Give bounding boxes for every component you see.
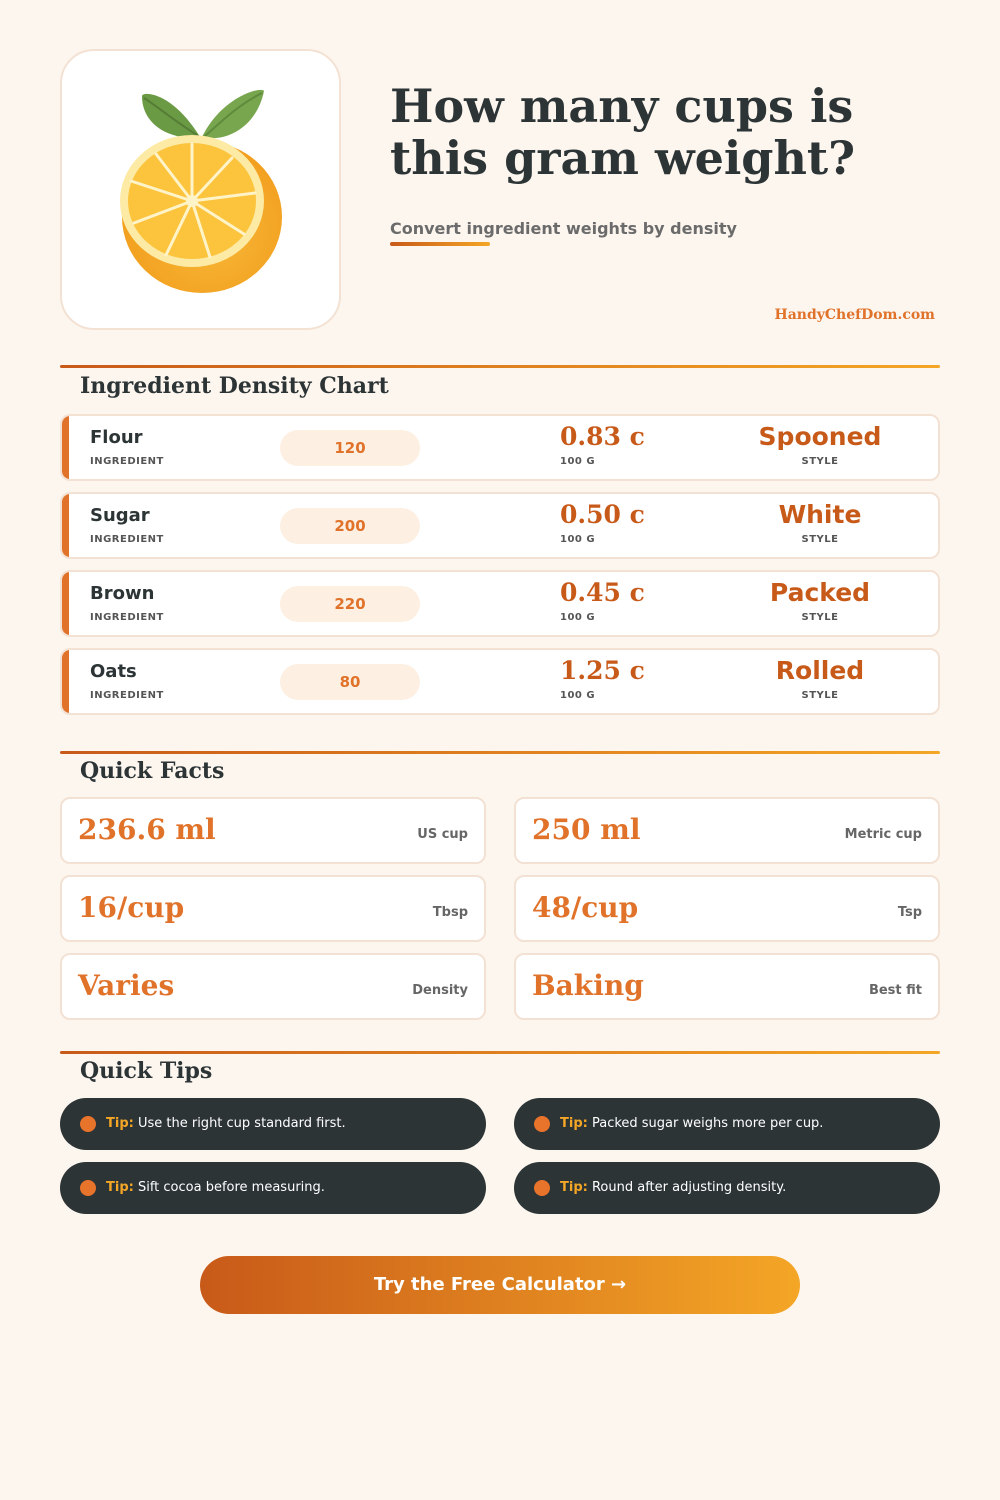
fact-value: 48/cup	[532, 891, 639, 924]
density-row-flour	[60, 414, 940, 481]
ingredient-name: Brown	[90, 583, 155, 604]
tip-text	[560, 1180, 786, 1195]
style-value: Spooned	[758, 422, 882, 451]
tip-prefix: Tip:	[106, 1180, 134, 1195]
hero-card	[60, 49, 341, 330]
tip-text	[560, 1116, 823, 1131]
quick-facts-title: Quick Facts	[80, 758, 225, 784]
style-label: STYLE	[801, 534, 839, 545]
fact-label: US cup	[417, 827, 468, 842]
fact-label: Density	[412, 983, 468, 998]
subtitle-underline	[390, 242, 490, 246]
row-accent	[62, 650, 69, 713]
density-row-oats	[60, 648, 940, 715]
section-divider	[60, 1051, 940, 1054]
row-accent	[62, 572, 69, 635]
fact-label: Best fit	[868, 983, 922, 998]
grams-badge: 200	[280, 508, 420, 544]
fact-value: 236.6 ml	[78, 813, 216, 846]
fact-card	[60, 953, 486, 1020]
style-value: Rolled	[775, 656, 865, 685]
cups-value: 0.83 c	[560, 422, 645, 451]
tip-body: Round after adjusting density.	[591, 1180, 787, 1195]
fact-card	[60, 875, 486, 942]
cups-label: 100 G	[560, 534, 596, 545]
tip-prefix: Tip:	[560, 1180, 588, 1195]
density-chart-title: Ingredient Density Chart	[80, 373, 389, 399]
cups-value: 1.25 c	[560, 656, 645, 685]
site-link[interactable]: HandyChefDom.com	[774, 307, 935, 323]
section-divider	[60, 365, 940, 368]
fact-label: Tbsp	[432, 905, 468, 920]
ingredient-name: Sugar	[90, 505, 150, 526]
tip-body: Packed sugar weighs more per cup.	[591, 1116, 824, 1131]
grams-badge: 80	[280, 664, 420, 700]
grams-badge: 220	[280, 586, 420, 622]
style-value: White	[778, 500, 862, 529]
style-label: STYLE	[801, 612, 839, 623]
tip-text	[106, 1116, 346, 1131]
ingredient-label: INGREDIENT	[90, 690, 164, 701]
section-divider	[60, 751, 940, 754]
cups-value: 0.50 c	[560, 500, 645, 529]
ingredient-label: INGREDIENT	[90, 534, 164, 545]
tip-text	[106, 1180, 325, 1195]
tip-pill	[514, 1162, 940, 1214]
quick-tips-title: Quick Tips	[80, 1058, 213, 1084]
row-accent	[62, 494, 69, 557]
ingredient-label: INGREDIENT	[90, 612, 164, 623]
tip-prefix: Tip:	[560, 1116, 588, 1131]
fact-label: Tsp	[897, 905, 922, 920]
page-subtitle: Convert ingredient weights by density	[390, 219, 737, 238]
fact-card	[514, 953, 940, 1020]
bullet-dot-icon	[534, 1180, 550, 1196]
fact-value: 16/cup	[78, 891, 185, 924]
grams-badge: 120	[280, 430, 420, 466]
ingredient-name: Oats	[90, 661, 137, 682]
cups-label: 100 G	[560, 612, 596, 623]
tip-pill	[60, 1162, 486, 1214]
row-accent	[62, 416, 69, 479]
style-label: STYLE	[801, 456, 839, 467]
ingredient-label: INGREDIENT	[90, 456, 164, 467]
tip-body: Sift cocoa before measuring.	[137, 1180, 325, 1195]
bullet-dot-icon	[534, 1116, 550, 1132]
cups-label: 100 G	[560, 690, 596, 701]
style-label: STYLE	[801, 690, 839, 701]
bullet-dot-icon	[80, 1180, 96, 1196]
fact-card	[60, 797, 486, 864]
fact-value: Varies	[78, 969, 175, 1002]
bullet-dot-icon	[80, 1116, 96, 1132]
cups-label: 100 G	[560, 456, 596, 467]
fact-card	[514, 875, 940, 942]
tip-body: Use the right cup standard first.	[137, 1116, 346, 1131]
cups-value: 0.45 c	[560, 578, 645, 607]
tip-pill	[514, 1098, 940, 1150]
free-calculator-button[interactable]: Try the Free Calculator →	[200, 1256, 800, 1314]
fact-card	[514, 797, 940, 864]
style-value: Packed	[769, 578, 871, 607]
orange-slice-icon	[62, 51, 343, 332]
density-row-brown	[60, 570, 940, 637]
fact-value: 250 ml	[532, 813, 641, 846]
density-row-sugar	[60, 492, 940, 559]
tip-pill	[60, 1098, 486, 1150]
fact-value: Baking	[532, 969, 644, 1002]
tip-prefix: Tip:	[106, 1116, 134, 1131]
ingredient-name: Flour	[90, 427, 143, 448]
fact-label: Metric cup	[844, 827, 922, 842]
page-title: How many cups is this gram weight?	[390, 79, 856, 185]
